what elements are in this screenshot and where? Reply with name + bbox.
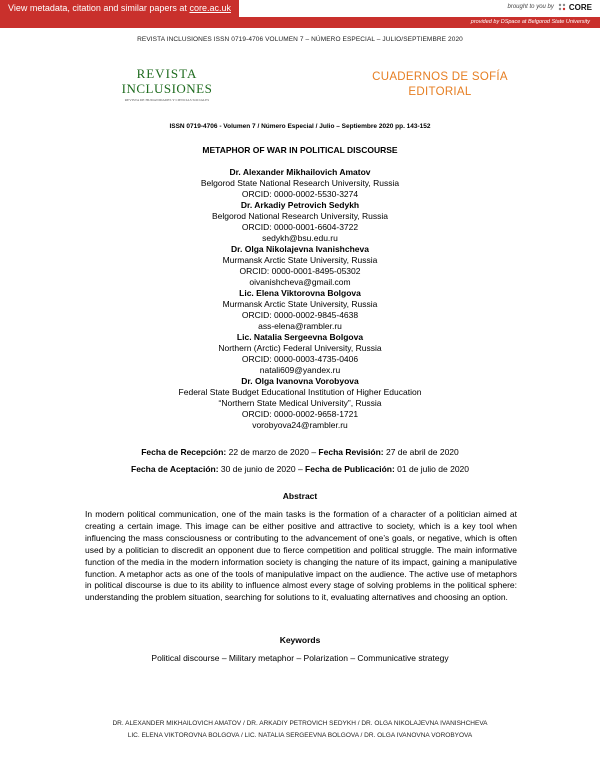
core-banner-top	[0, 0, 600, 17]
author-email: ass-elena@rambler.ru	[258, 321, 342, 331]
publication-value: 01 de julio de 2020	[394, 464, 469, 474]
keywords-text: Political discourse – Military metaphor – Polarization – Communicative strategy	[151, 653, 449, 663]
author-email: natali609@yandex.ru	[259, 365, 341, 375]
abstract-heading: Abstract	[282, 491, 318, 501]
dates-line-1	[0, 446, 600, 459]
author-affiliation: Belgorod State National Research University, Russia	[200, 178, 400, 188]
author-affiliation: “Northern State Medical University”, Russia	[218, 398, 382, 408]
author-name: Dr. Alexander Mikhailovich Amatov	[229, 167, 371, 177]
dates-line-2	[0, 463, 600, 476]
paper-title: METAPHOR OF WAR IN POLITICAL DISCOURSE	[202, 145, 398, 155]
revista-inclusiones-logo	[112, 66, 222, 102]
acceptance-label: Fecha de Aceptación:	[131, 464, 219, 474]
core-banner	[0, 0, 600, 28]
logo-right-line2: EDITORIAL	[408, 86, 472, 98]
footer-line-1: DR. ALEXANDER MIKHAILOVICH AMATOV / DR. ARKADIY PETROVICH SEDYKH / DR. OLGA NIKOLAJEVNA IVANISHCHEVA	[112, 720, 488, 727]
author-block	[0, 288, 600, 332]
keywords-heading: Keywords	[279, 635, 321, 645]
issn-line: ISSN 0719-4706 - Volumen 7 / Número Especial / Julio – Septiembre 2020 pp. 143-152	[169, 123, 431, 130]
running-head: REVISTA INCLUSIONES ISSN 0719-4706 VOLUMEN 7 – NÚMERO ESPECIAL – JULIO/SEPTIEMBRE 2020	[137, 36, 463, 43]
cuadernos-de-sofia-logo	[360, 70, 520, 100]
author-name: Lic. Natalia Sergeevna Bolgova	[236, 332, 364, 342]
core-provided-by-bar	[0, 17, 600, 28]
author-block	[0, 332, 600, 376]
author-affiliation: Belgorod National Research University, Russia	[211, 211, 389, 221]
brought-to-you-by-text: brought to you by	[507, 4, 554, 10]
author-email: sedykh@bsu.edu.ru	[262, 233, 338, 243]
author-block	[0, 200, 600, 244]
acceptance-value: 30 de junio de 2020 –	[218, 464, 306, 474]
author-orcid: ORCID: 0000-0002-9658-1721	[241, 409, 359, 419]
author-name: Dr. Olga Nikolajevna Ivanishcheva	[231, 244, 369, 254]
revision-value: 27 de abril de 2020	[383, 447, 459, 457]
author-name: Dr. Olga Ivanovna Vorobyova	[241, 376, 359, 386]
view-metadata-text: View metadata, citation and similar papers at	[8, 3, 190, 13]
logo-left-line2: INCLUSIONES	[121, 81, 213, 96]
author-block	[0, 167, 600, 200]
logo-left-line1: REVISTA	[136, 66, 198, 81]
author-block	[0, 244, 600, 288]
core-logo-icon	[557, 2, 567, 12]
author-orcid: ORCID: 0000-0002-5530-3274	[241, 189, 359, 199]
footer-line-2: LIC. ELENA VIKTOROVNA BOLGOVA / LIC. NATALIA SERGEEVNA BOLGOVA / DR. OLGA IVANOVNA VOROBYOVA	[127, 732, 473, 739]
dates-section	[0, 446, 600, 480]
author-name: Lic. Elena Viktorovna Bolgova	[239, 288, 361, 298]
author-name: Dr. Arkadiy Petrovich Sedykh	[240, 200, 360, 210]
author-affiliation: Murmansk Arctic State University, Russia	[222, 255, 378, 265]
author-list	[0, 167, 600, 431]
abstract-text: In modern political communication, one of the main tasks is the formation of a character of a politician aimed at creating a certain image. This image can be either positive and attractive to society, which is a key tool when influencing the mass consciousness or contributing to the advancement of one’s goals, or negative, which is often used by a politician to discredit an opponent due to fierce competition and political struggle. The main informative function of the media in the modern information society is changing the nature of its impact, gaining a manipulative function. A metaphor acts as one of the tools of manipulative impact on the audience. The active use of metaphors in political discourse is due to its ability to influence almost every stage of solving problems in the political sphere: understanding the problem situation, searching for solutions to it, evaluating alternatives and choosing an option.	[85, 509, 517, 603]
author-orcid: ORCID: 0000-0001-8495-05302	[239, 266, 361, 276]
provided-by-text: provided by DSpace at Belgorod State University	[470, 19, 590, 25]
author-email: vorobyova24@rambler.ru	[252, 420, 348, 430]
core-logo[interactable]	[557, 2, 592, 12]
brought-to-you-by	[508, 2, 593, 12]
core-logo-text: CORE	[568, 2, 592, 12]
author-block	[0, 376, 600, 431]
author-orcid: ORCID: 0000-0003-4735-0406	[241, 354, 359, 364]
view-metadata-link[interactable]	[0, 0, 239, 17]
logo-left-tagline: REVISTA DE HUMANIDADES Y CIENCIAS SOCIALES	[124, 98, 210, 102]
reception-value: 22 de marzo de 2020 –	[226, 447, 319, 457]
author-orcid: ORCID: 0000-0001-6604-3722	[241, 222, 359, 232]
revision-label: Fecha Revisión:	[318, 447, 384, 457]
core-site-link[interactable]: core.ac.uk	[189, 3, 231, 13]
author-email: oivanishcheva@gmail.com	[249, 277, 351, 287]
author-orcid: ORCID: 0000-0002-9845-4638	[241, 310, 359, 320]
author-affiliation: Northern (Arctic) Federal University, Russia	[218, 343, 382, 353]
author-affiliation: Federal State Budget Educational Institution of Higher Education	[178, 387, 422, 397]
page-footer	[0, 718, 600, 742]
reception-label: Fecha de Recepción:	[141, 447, 227, 457]
logo-right-line1: CUADERNOS DE SOFÍA	[372, 71, 508, 83]
author-affiliation: Murmansk Arctic State University, Russia	[222, 299, 378, 309]
publication-label: Fecha de Publicación:	[305, 464, 395, 474]
